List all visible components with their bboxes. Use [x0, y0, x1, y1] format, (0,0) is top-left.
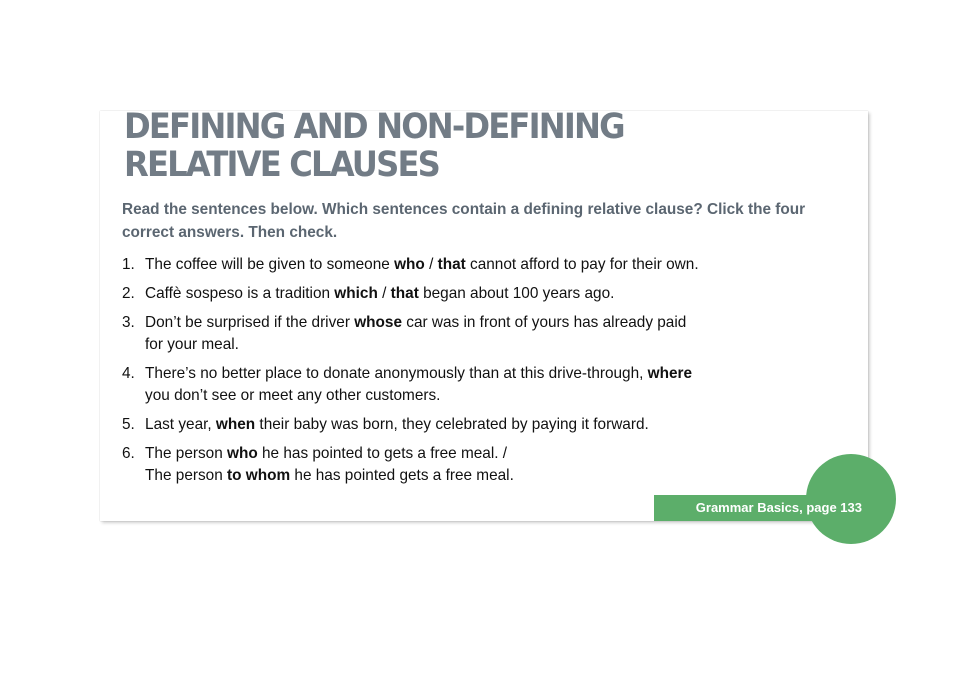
sentence-segment: car was in front of yours has already paid — [402, 314, 687, 331]
sentence-text — [145, 363, 813, 407]
sentence-number: 6. — [122, 445, 135, 462]
page-title — [124, 108, 624, 184]
sentence-segment: Caffè sospeso is a tradition — [145, 285, 335, 302]
sentence-line — [145, 363, 813, 385]
relative-pronoun: where — [647, 365, 693, 382]
sentence-segment: The coffee will be given to someone — [145, 256, 395, 273]
relative-pronoun: when — [215, 416, 256, 433]
sentence-number: 3. — [122, 314, 135, 331]
sentence-segment: / — [377, 285, 391, 302]
relative-pronoun: who — [394, 256, 425, 273]
sentence-text — [145, 283, 813, 305]
sentence-line — [145, 312, 813, 334]
sentence-line — [145, 283, 813, 305]
sentence-list — [122, 254, 813, 494]
sentence-segment: for your meal. — [145, 336, 239, 353]
sentence-line — [145, 334, 813, 356]
relative-pronoun: that — [437, 256, 466, 273]
sentence-line — [145, 443, 813, 465]
exercise-card — [100, 107, 868, 521]
sentence-segment: cannot afford to pay for their own. — [465, 256, 699, 273]
sentence-segment: The person — [145, 445, 228, 462]
sentence-line — [145, 414, 813, 436]
sentence-segment: he has pointed to gets a free meal. / — [257, 445, 508, 462]
sentence-text — [145, 443, 813, 487]
sentence-line — [145, 465, 813, 487]
sentence-segment: began about 100 years ago. — [418, 285, 615, 302]
sentence-number: 2. — [122, 285, 135, 302]
sentence-option[interactable] — [122, 254, 813, 276]
sentence-number: 4. — [122, 365, 135, 382]
sentence-segment: he has pointed gets a free meal. — [290, 467, 514, 484]
sentence-option[interactable] — [122, 363, 813, 407]
sentence-line — [145, 385, 813, 407]
relative-pronoun: who — [227, 445, 258, 462]
sentence-text — [145, 312, 813, 356]
sentence-segment: / — [424, 256, 438, 273]
sentence-segment: Don’t be surprised if the driver — [145, 314, 355, 331]
sentence-option[interactable] — [122, 283, 813, 305]
sentence-segment: The person — [145, 467, 228, 484]
sentence-option[interactable] — [122, 443, 813, 487]
sentence-option[interactable] — [122, 312, 813, 356]
relative-pronoun: which — [334, 285, 378, 302]
sentence-option[interactable] — [122, 414, 813, 436]
title-line-2: RELATIVE CLAUSES — [124, 145, 439, 185]
sentence-segment: Last year, — [145, 416, 216, 433]
title-line-1: DEFINING AND NON-DEFINING — [124, 107, 624, 147]
sentence-segment: There’s no better place to donate anonymously than at this drive-through, — [145, 365, 648, 382]
relative-pronoun: to whom — [227, 467, 291, 484]
relative-pronoun: whose — [354, 314, 403, 331]
sentence-number: 1. — [122, 256, 135, 273]
sentence-text — [145, 254, 813, 276]
reference-bar[interactable] — [654, 495, 868, 521]
instructions: Read the sentences below. Which sentences contain a defining relative clause? Click the four correct answers. Then check. — [122, 201, 806, 241]
sentence-number: 5. — [122, 416, 135, 433]
sentence-segment: their baby was born, they celebrated by paying it forward. — [255, 416, 649, 433]
sentence-line — [145, 254, 813, 276]
relative-pronoun: that — [390, 285, 419, 302]
sentence-text — [145, 414, 813, 436]
sentence-segment: you don’t see or meet any other customers. — [145, 387, 441, 404]
reference-label: Grammar Basics, page 133 — [695, 500, 862, 515]
